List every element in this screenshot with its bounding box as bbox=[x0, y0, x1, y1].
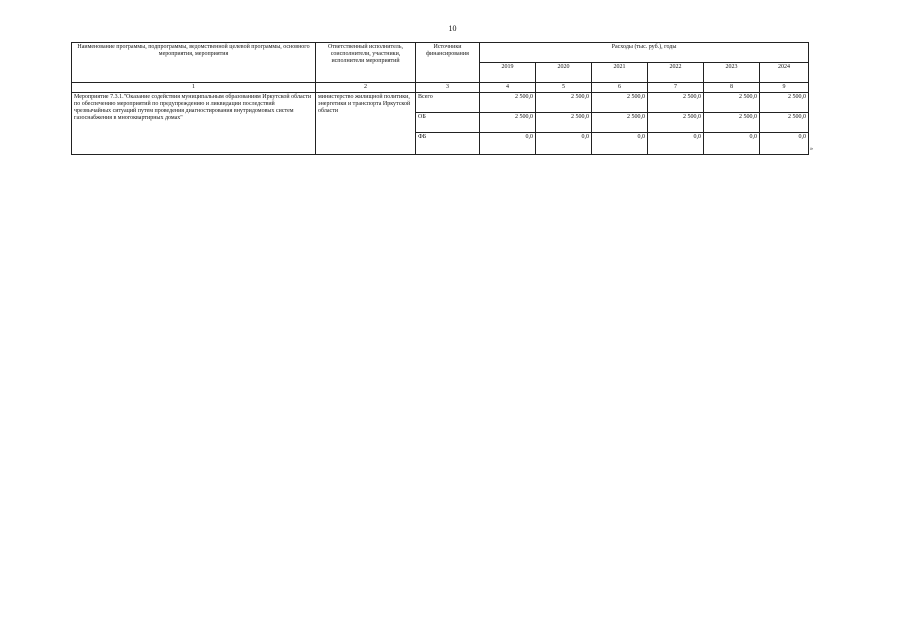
table-row bbox=[72, 93, 809, 113]
closing-quote-mark: » bbox=[810, 146, 813, 152]
header-expenses: Расходы (тыс. руб.), годы bbox=[480, 43, 809, 63]
header-year: 2019 bbox=[480, 63, 536, 83]
expense-value: 2 500,0 bbox=[480, 113, 536, 133]
expense-value: 2 500,0 bbox=[480, 93, 536, 113]
column-number: 2 bbox=[316, 83, 416, 93]
column-number: 3 bbox=[416, 83, 480, 93]
expense-value: 0,0 bbox=[536, 133, 592, 155]
header-year: 2020 bbox=[536, 63, 592, 83]
expense-value: 2 500,0 bbox=[648, 113, 704, 133]
header-executor: Ответственный исполнитель, соисполнители, участники, исполнители мероприятий bbox=[316, 43, 416, 83]
expense-value: 0,0 bbox=[592, 133, 648, 155]
funding-source: ОБ bbox=[416, 113, 480, 133]
measure-executor: министерство жилищной политики, энергетики и транспорта Иркутской области bbox=[316, 93, 416, 155]
expense-value: 2 500,0 bbox=[760, 113, 809, 133]
header-sources: Источники финансирования bbox=[416, 43, 480, 83]
funding-source: ФБ bbox=[416, 133, 480, 155]
header-year: 2022 bbox=[648, 63, 704, 83]
expense-value: 0,0 bbox=[704, 133, 760, 155]
funding-source: Всего bbox=[416, 93, 480, 113]
expense-value: 0,0 bbox=[648, 133, 704, 155]
expense-value: 0,0 bbox=[760, 133, 809, 155]
column-number: 1 bbox=[72, 83, 316, 93]
column-number: 9 bbox=[760, 83, 809, 93]
expense-value: 2 500,0 bbox=[648, 93, 704, 113]
column-number: 8 bbox=[704, 83, 760, 93]
column-number: 5 bbox=[536, 83, 592, 93]
expense-value: 0,0 bbox=[480, 133, 536, 155]
measure-name: Мероприятие 7.3.1."Оказание содействия муниципальным образованиям Иркутской области по обеспечению мероприятий по предупреждению и ликвидации последствий чрезвычайных ситуаций путем проведения диагностирования внутридомовых систем газоснабжения в многоквартирных домах" bbox=[72, 93, 316, 155]
expense-value: 2 500,0 bbox=[592, 113, 648, 133]
expense-value: 2 500,0 bbox=[592, 93, 648, 113]
expense-value: 2 500,0 bbox=[704, 93, 760, 113]
header-year: 2021 bbox=[592, 63, 648, 83]
expense-value: 2 500,0 bbox=[536, 113, 592, 133]
column-number: 7 bbox=[648, 83, 704, 93]
page-number: 10 bbox=[448, 24, 457, 33]
header-year: 2024 bbox=[760, 63, 809, 83]
column-number: 6 bbox=[592, 83, 648, 93]
expense-value: 2 500,0 bbox=[536, 93, 592, 113]
header-name: Наименование программы, подпрограммы, ведомственной целевой программы, основного мероприятия, мероприятия bbox=[72, 43, 316, 83]
expense-value: 2 500,0 bbox=[704, 113, 760, 133]
column-number: 4 bbox=[480, 83, 536, 93]
expense-value: 2 500,0 bbox=[760, 93, 809, 113]
budget-table bbox=[71, 42, 809, 155]
header-year: 2023 bbox=[704, 63, 760, 83]
